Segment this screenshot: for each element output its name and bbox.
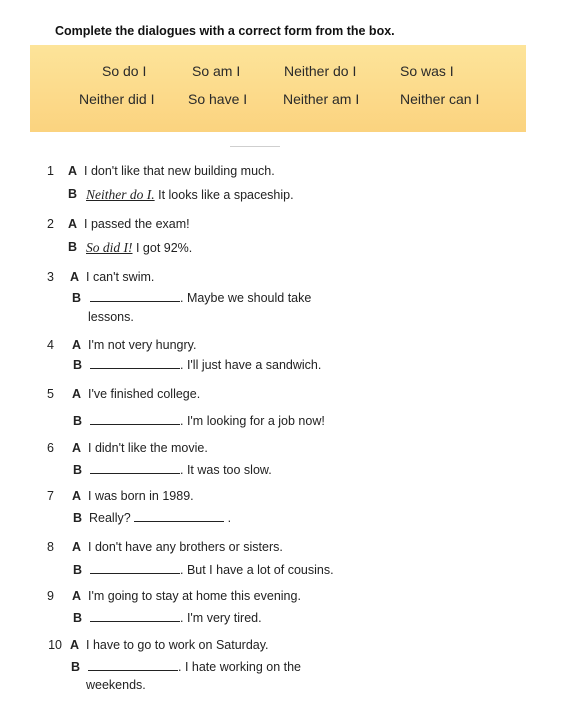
- line-a-text: I was born in 1989.: [88, 489, 194, 503]
- speaker-a: A: [68, 164, 78, 178]
- line-b-continued-text: weekends.: [86, 678, 146, 692]
- speaker-b: B: [73, 611, 83, 625]
- word-box: [30, 45, 526, 132]
- speaker-b: B: [73, 563, 83, 577]
- line-b-text: . Maybe we should take: [180, 291, 312, 305]
- word-option: So do I: [102, 63, 147, 79]
- line-a-text: I passed the exam!: [84, 217, 190, 231]
- line-b-continued-text: lessons.: [88, 310, 134, 324]
- line-a-text: I can't swim.: [86, 270, 155, 284]
- word-option: So was I: [400, 63, 454, 79]
- line-a-text: I didn't like the movie.: [88, 441, 208, 455]
- item-number: 4: [47, 338, 54, 352]
- speaker-a: A: [72, 441, 82, 455]
- speaker-a: A: [72, 338, 82, 352]
- word-option: So have I: [188, 91, 248, 107]
- answer-blank[interactable]: [90, 611, 180, 622]
- line-a-text: I've finished college.: [88, 387, 201, 401]
- line-a-text: I'm not very hungry.: [88, 338, 197, 352]
- word-option: Neither do I: [284, 63, 357, 79]
- line-b-prefix: Really?: [89, 511, 131, 525]
- answer-blank[interactable]: [88, 660, 178, 671]
- answer-blank[interactable]: [90, 563, 180, 574]
- instruction-heading: Complete the dialogues with a correct form from the box.: [55, 24, 395, 38]
- item-number: 9: [47, 589, 54, 603]
- answer-blank[interactable]: [134, 511, 224, 522]
- word-option: Neither did I: [79, 91, 155, 107]
- line-b-text: I got 92%.: [132, 241, 193, 255]
- speaker-b: B: [68, 187, 78, 201]
- speaker-b: B: [73, 414, 83, 428]
- speaker-a: A: [72, 387, 82, 401]
- item-number: 8: [47, 540, 54, 554]
- item-number: 7: [47, 489, 54, 503]
- answer-example: So did I!: [86, 240, 133, 255]
- speaker-b: B: [68, 240, 78, 254]
- speaker-a: A: [70, 270, 80, 284]
- line-a-text: I'm going to stay at home this evening.: [88, 589, 301, 603]
- item-number: 10: [48, 638, 62, 652]
- line-b-text: . I'll just have a sandwich.: [180, 358, 322, 372]
- word-option: So am I: [192, 63, 241, 79]
- speaker-b: B: [71, 660, 81, 674]
- word-option: Neither can I: [400, 91, 480, 107]
- item-number: 5: [47, 387, 54, 401]
- item-number: 6: [47, 441, 54, 455]
- speaker-b: B: [73, 511, 83, 525]
- line-b-text: . It was too slow.: [180, 463, 272, 477]
- line-b-text: . But I have a lot of cousins.: [180, 563, 334, 577]
- line-b-text: . I hate working on the: [178, 660, 301, 674]
- speaker-a: A: [70, 638, 80, 652]
- speaker-a: A: [68, 217, 78, 231]
- line-b-text: . I'm very tired.: [180, 611, 262, 625]
- speaker-a: A: [72, 589, 82, 603]
- line-b-text: . I'm looking for a job now!: [180, 414, 325, 428]
- line-a-text: I have to go to work on Saturday.: [86, 638, 269, 652]
- divider: [230, 146, 280, 147]
- line-a-text: I don't have any brothers or sisters.: [88, 540, 283, 554]
- answer-blank[interactable]: [90, 414, 180, 425]
- speaker-b: B: [73, 463, 83, 477]
- item-number: 1: [47, 164, 54, 178]
- answer-blank[interactable]: [90, 358, 180, 369]
- answer-blank[interactable]: [90, 291, 180, 302]
- answer-example: Neither do I.: [86, 187, 155, 202]
- answer-blank[interactable]: [90, 463, 180, 474]
- speaker-b: B: [72, 291, 82, 305]
- speaker-b: B: [73, 358, 83, 372]
- line-b-text: It looks like a spaceship.: [154, 188, 294, 202]
- line-a-text: I don't like that new building much.: [84, 164, 275, 178]
- speaker-a: A: [72, 489, 82, 503]
- speaker-a: A: [72, 540, 82, 554]
- word-option: Neither am I: [283, 91, 360, 107]
- item-number: 3: [47, 270, 54, 284]
- item-number: 2: [47, 217, 54, 231]
- line-b-text: .: [227, 511, 232, 525]
